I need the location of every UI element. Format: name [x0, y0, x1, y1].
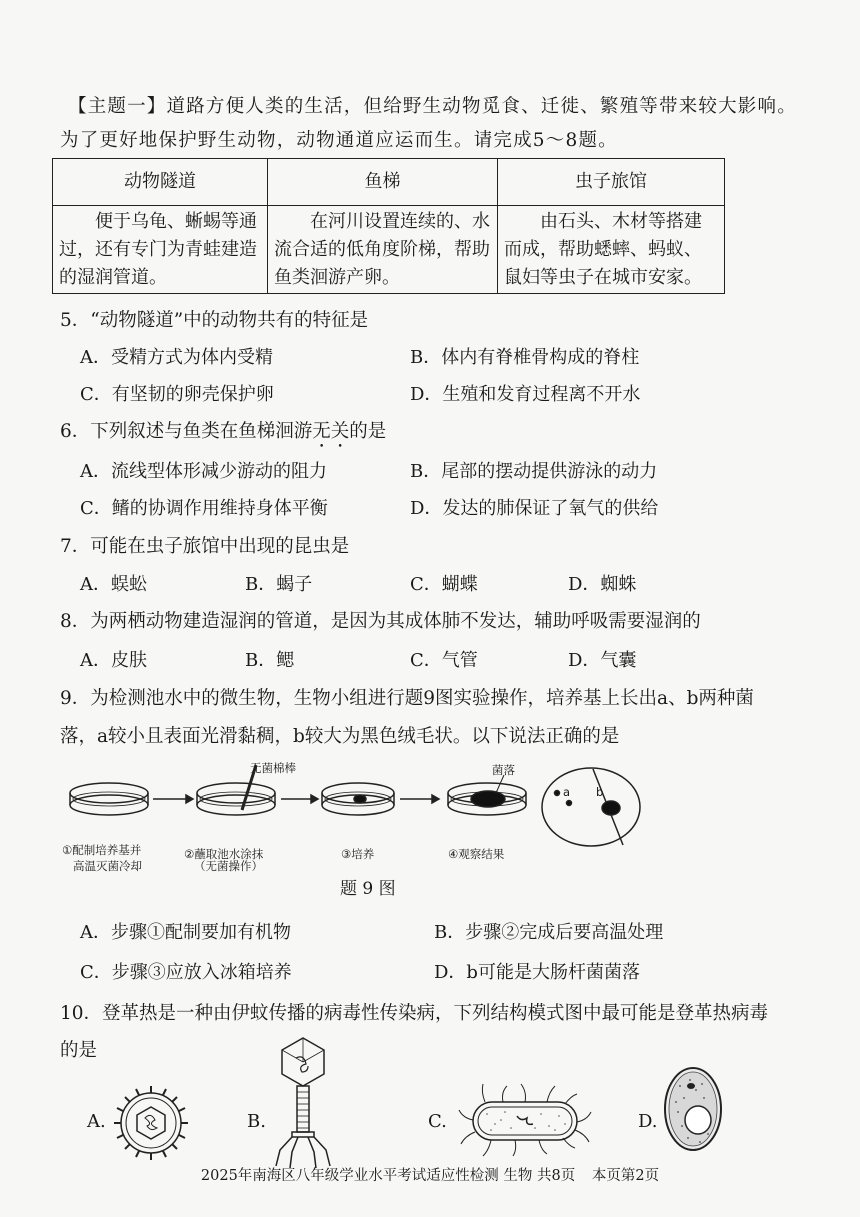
animal-passage-table	[52, 158, 725, 294]
question-9-stem-line1: 9．为检测池水中的微生物，生物小组进行题9图实验操作，培养基上长出a、b两种菌	[60, 688, 754, 709]
q7-option-c: C．蝴蝶	[410, 574, 478, 595]
step1-caption-line2: 高温灭菌冷却	[73, 859, 142, 873]
label-sterile-swab: 无菌棉棒	[250, 761, 296, 775]
table-cell-tunnel: 便于乌龟、蜥蜴等通过，还有专门为青蛙建造的湿润管道。	[53, 206, 268, 294]
label-colony-b: b	[596, 785, 604, 799]
question-10-stem-line1: 10．登革热是一种由伊蚊传播的病毒性传染病，下列结构模式图中最可能是登革热病毒	[60, 1003, 769, 1024]
question-5-stem: 5．“动物隧道”中的动物共有的特征是	[60, 310, 369, 331]
step2-caption-line2: （无菌操作）	[194, 859, 263, 873]
topic-intro-line2: 为了更好地保护野生动物，动物通道应运而生。请完成5～8题。	[60, 130, 618, 151]
table-header-bug-hotel: 虫子旅馆	[498, 159, 725, 206]
q6-stem-post: 的是	[349, 421, 387, 442]
question-7-stem: 7．可能在虫子旅馆中出现的昆虫是	[60, 536, 350, 557]
q5-option-b: B．体内有脊椎骨构成的脊柱	[410, 347, 640, 368]
topic-intro-line1: 【主题一】道路方便人类的生活，但给野生动物觅食、迁徙、繁殖等带来较大影响。	[68, 96, 797, 117]
q10-option-c-label: C.	[428, 1111, 447, 1132]
q6-option-a: A．流线型体形减少游动的阻力	[80, 461, 327, 482]
step3-caption: ③培养	[341, 847, 375, 861]
step1-caption-line1: ①配制培养基并	[62, 843, 142, 857]
q8-option-a: A．皮肤	[80, 650, 147, 671]
q7-option-b: B．蝎子	[245, 574, 313, 595]
petri-dish-step1	[70, 783, 148, 815]
label-colony: 菌落	[492, 763, 515, 777]
question-10-stem-line2: 的是	[60, 1040, 98, 1061]
q6-option-c: C．鳍的协调作用维持身体平衡	[80, 498, 328, 519]
step2-caption-line1: ②蘸取池水涂抹	[184, 847, 264, 861]
q10-option-a-label: A.	[87, 1111, 106, 1132]
q5-option-d: D．生殖和发育过程离不开水	[410, 384, 641, 405]
q8-option-b: B．鳃	[245, 650, 295, 671]
q6-stem-emphasis: 无关	[312, 421, 350, 442]
q10-option-b-label: B.	[247, 1111, 266, 1132]
table-header-tunnel: 动物隧道	[53, 159, 268, 206]
figure-9-caption: 题 9 图	[340, 879, 396, 899]
q9-option-d: D．b可能是大肠杆菌菌落	[434, 962, 640, 983]
footer-exam-info: 2025年南海区八年级学业水平考试适应性检测 生物 共8页	[200, 1168, 576, 1184]
q10-option-d-label: D.	[638, 1111, 658, 1132]
magnified-dish	[542, 768, 640, 846]
petri-dish-step3	[322, 783, 394, 815]
yeast-cell-icon	[660, 1062, 726, 1156]
step4-caption: ④观察结果	[448, 847, 505, 861]
q9-option-c: C．步骤③应放入冰箱培养	[80, 962, 292, 983]
table-cell-fish-ladder: 在河川设置连续的、水流合适的低角度阶梯，帮助鱼类洄游产卵。	[268, 206, 498, 294]
q5-option-a: A．受精方式为体内受精	[80, 347, 273, 368]
q6-option-d: D．发达的肺保证了氧气的供给	[410, 498, 659, 519]
bacteriophage-icon	[268, 1034, 338, 1172]
q9-option-a: A．步骤①配制要加有机物	[80, 922, 291, 943]
table-cell-bug-hotel: 由石头、木材等搭建而成，帮助蟋蟀、蚂蚁、鼠妇等虫子在城市安家。	[498, 206, 725, 294]
q8-option-d: D．气囊	[568, 650, 637, 671]
q6-option-b: B．尾部的摆动提供游泳的动力	[410, 461, 658, 482]
q6-stem-pre: 6．下列叙述与鱼类在鱼梯洄游	[60, 421, 313, 442]
footer-page-number: 本页第2页	[591, 1168, 660, 1184]
petri-dish-step4	[448, 775, 526, 815]
table-header-fish-ladder: 鱼梯	[268, 159, 498, 206]
page-footer	[0, 1164, 860, 1185]
question-8-stem: 8．为两栖动物建造湿润的管道，是因为其成体肺不发达，辅助呼吸需要湿润的	[60, 611, 701, 632]
question-6-stem	[60, 417, 386, 452]
q5-option-c: C．有坚韧的卵壳保护卵	[80, 384, 274, 405]
bacterium-icon	[455, 1080, 595, 1160]
q8-option-c: C．气管	[410, 650, 478, 671]
question-9-stem-line2: 落，a较小且表面光滑黏稠，b较大为黑色绒毛状。以下说法正确的是	[60, 726, 620, 747]
q7-option-a: A．蜈蚣	[80, 574, 147, 595]
label-colony-a: a	[563, 785, 571, 799]
q7-option-d: D．蜘蛛	[568, 574, 637, 595]
q9-option-b: B．步骤②完成后要高温处理	[434, 922, 664, 943]
enveloped-virus-icon	[110, 1082, 192, 1164]
